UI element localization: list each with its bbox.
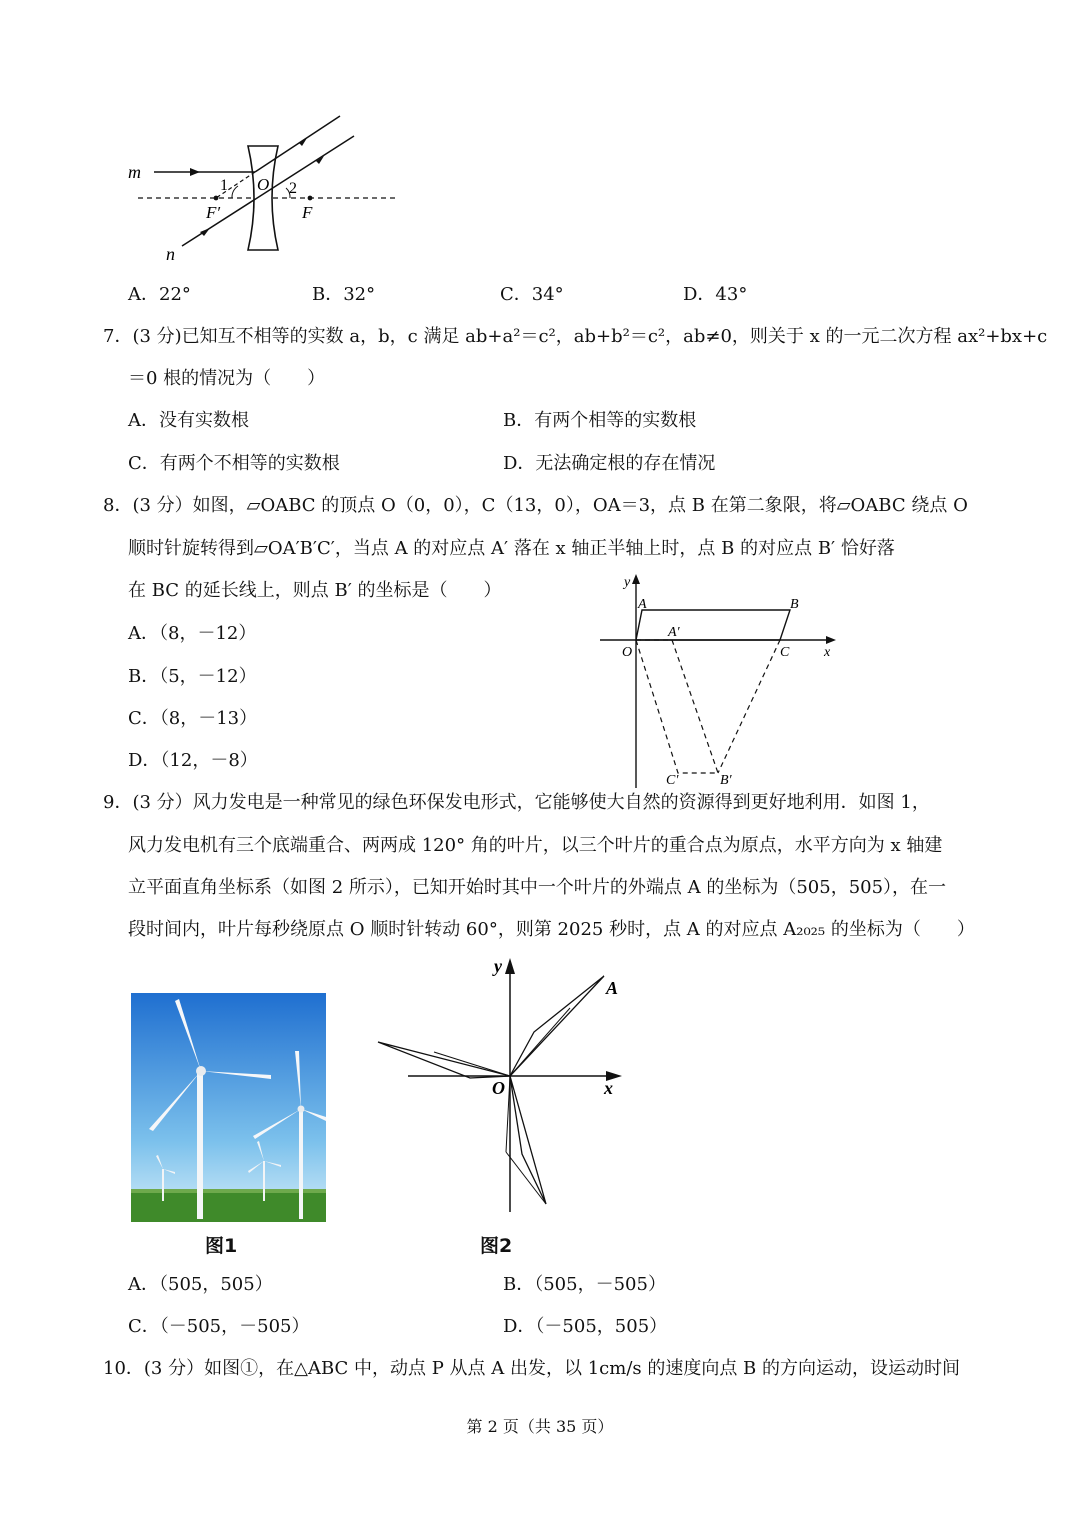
q10-stem-line-1: 10．(3 分）如图①，在△ABC 中，动点 P 从点 A 出发，以 1cm/s 的速度向点 B 的方向运动，设运动时间 bbox=[103, 1358, 961, 1379]
q6-option-c[interactable]: C．34° bbox=[500, 284, 564, 305]
q8-option-c[interactable]: C．（8，－13） bbox=[128, 708, 258, 729]
q8-label-A-prime: A′ bbox=[668, 625, 680, 640]
q6-option-d[interactable]: D．43° bbox=[683, 284, 748, 305]
q7-option-d[interactable]: D．无法确定根的存在情况 bbox=[503, 453, 716, 474]
wind-turbine-photo bbox=[131, 993, 326, 1222]
q8-label-O: O bbox=[622, 645, 633, 660]
label-m: m bbox=[128, 162, 141, 182]
q9-stem-line-4: 段时间内，叶片每秒绕原点 O 顺时针转动 60°，则第 2025 秒时，点 A 的对应点 A₂₀₂₅ 的坐标为（ ） bbox=[128, 919, 975, 940]
q8-label-C-prime: C′ bbox=[666, 773, 679, 788]
label-2: 2 bbox=[289, 180, 297, 197]
q8-option-a[interactable]: A．（8，－12） bbox=[128, 623, 257, 644]
figure-1-caption: 图1 bbox=[205, 1235, 238, 1257]
label-F-prime: F′ bbox=[206, 203, 221, 222]
parallelogram-figure bbox=[594, 570, 844, 792]
label-F: F bbox=[302, 203, 313, 222]
q9-label-A: A bbox=[606, 978, 619, 998]
q8-label-B: B bbox=[790, 597, 799, 612]
q8-option-d[interactable]: D．（12，－8） bbox=[128, 750, 258, 771]
q8-label-C: C bbox=[780, 645, 790, 660]
q8-option-b[interactable]: B．（5，－12） bbox=[128, 666, 257, 687]
lens-figure bbox=[120, 108, 410, 268]
blade-coordinate-figure bbox=[374, 954, 630, 1216]
q8-label-B-prime: B′ bbox=[720, 773, 732, 788]
label-n: n bbox=[166, 244, 175, 264]
label-O: O bbox=[257, 175, 270, 194]
q9-stem-line-2: 风力发电机有三个底端重合、两两成 120° 角的叶片，以三个叶片的重合点为原点，水平方向为 x 轴建 bbox=[128, 835, 943, 856]
q7-option-b[interactable]: B．有两个相等的实数根 bbox=[503, 410, 697, 431]
q7-option-a[interactable]: A．没有实数根 bbox=[128, 410, 249, 431]
q9-option-b[interactable]: B．（505，－505） bbox=[503, 1274, 666, 1295]
q9-label-y: y bbox=[494, 956, 502, 976]
page-footer: 第 2 页（共 35 页） bbox=[466, 1417, 614, 1436]
q7-option-c[interactable]: C．有两个不相等的实数根 bbox=[128, 453, 340, 474]
q7-stem-line-2: ＝0 根的情况为（ ） bbox=[128, 368, 326, 389]
q6-option-a[interactable]: A．22° bbox=[128, 284, 191, 305]
q8-label-x: x bbox=[824, 645, 831, 660]
q8-label-A: A bbox=[638, 597, 647, 612]
q8-stem-line-2: 顺时针旋转得到▱OA′B′C′，当点 A 的对应点 A′ 落在 x 轴正半轴上时，点 B 的对应点 B′ 恰好落 bbox=[128, 538, 895, 559]
q9-label-x: x bbox=[604, 1078, 613, 1098]
q8-stem-line-1: 8．(3 分）如图，▱OABC 的顶点 O（0，0），C（13，0），OA＝3，点 B 在第二象限，将▱OABC 绕点 O bbox=[103, 495, 968, 516]
q9-option-a[interactable]: A．（505，505） bbox=[128, 1274, 273, 1295]
q6-option-b[interactable]: B．32° bbox=[312, 284, 376, 305]
q9-stem-line-1: 9．(3 分）风力发电是一种常见的绿色环保发电形式，它能够使大自然的资源得到更好地利用．如图 1， bbox=[103, 792, 930, 813]
q9-label-O: O bbox=[492, 1078, 505, 1098]
q9-option-d[interactable]: D．（－505，505） bbox=[503, 1316, 668, 1337]
q9-option-c[interactable]: C．（－505，－505） bbox=[128, 1316, 310, 1337]
q7-stem-line-1: 7．(3 分)已知互不相等的实数 a，b，c 满足 ab+a²＝c²，ab+b²＝c²，ab≠0，则关于 x 的一元二次方程 ax²+bx+c bbox=[103, 326, 1048, 347]
q8-label-y: y bbox=[624, 575, 631, 590]
figure-2-caption: 图2 bbox=[480, 1235, 513, 1257]
label-1: 1 bbox=[220, 177, 228, 194]
q8-stem-line-3: 在 BC 的延长线上，则点 B′ 的坐标是（ ） bbox=[128, 580, 502, 601]
q9-stem-line-3: 立平面直角坐标系（如图 2 所示），已知开始时其中一个叶片的外端点 A 的坐标为（505，505），在一 bbox=[128, 877, 947, 898]
